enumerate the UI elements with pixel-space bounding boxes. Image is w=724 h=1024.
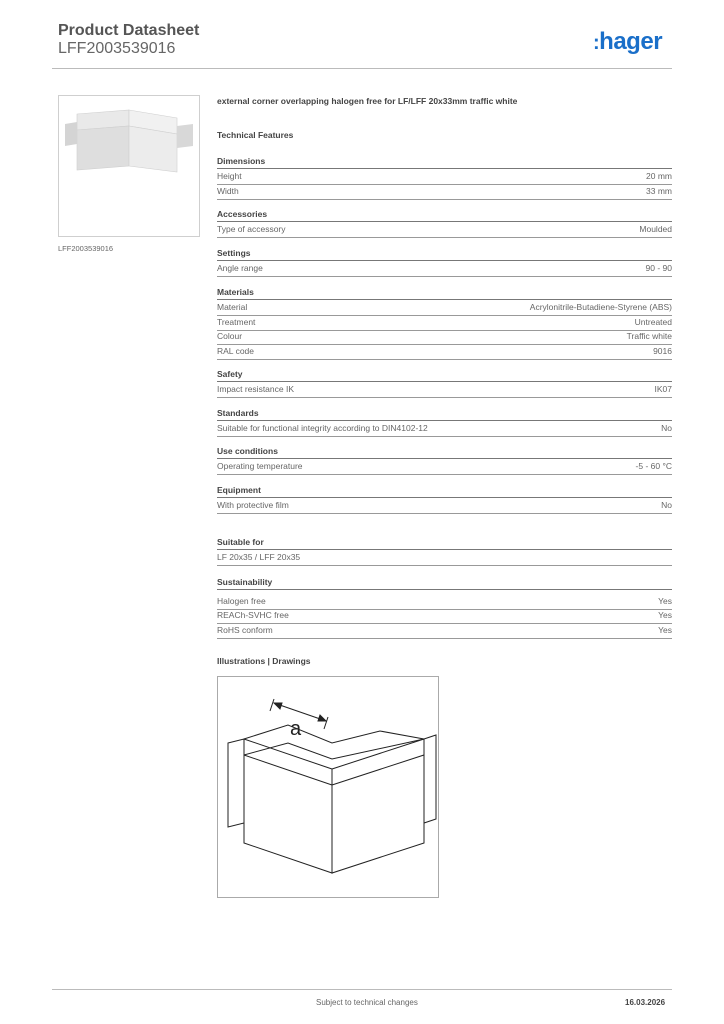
product-title: external corner overlapping halogen free for LF/LFF 20x33mm traffic white bbox=[217, 96, 518, 106]
section-standards: Standards bbox=[217, 408, 672, 421]
corner-drawing-icon bbox=[218, 677, 438, 897]
hager-logo: :hager bbox=[593, 28, 663, 55]
header-divider bbox=[52, 68, 672, 69]
table-row: Colour Traffic white bbox=[217, 330, 672, 345]
table-row: Treatment Untreated bbox=[217, 316, 672, 331]
table-row: Height 20 mm bbox=[217, 170, 672, 185]
section-accessories: Accessories bbox=[217, 209, 672, 222]
table-row: Halogen free Yes bbox=[217, 595, 672, 610]
section-settings: Settings bbox=[217, 248, 672, 261]
table-row: RoHS conform Yes bbox=[217, 624, 672, 639]
section-equipment: Equipment bbox=[217, 485, 672, 498]
table-row: LF 20x35 / LFF 20x35 bbox=[217, 551, 672, 566]
section-safety: Safety bbox=[217, 369, 672, 382]
table-row: Material Acrylonitrile-Butadiene-Styrene (ABS) bbox=[217, 301, 672, 316]
section-use-conditions: Use conditions bbox=[217, 446, 672, 459]
dimension-label: a bbox=[290, 718, 302, 740]
table-row: Impact resistance IK IK07 bbox=[217, 383, 672, 398]
table-row: REACh-SVHC free Yes bbox=[217, 609, 672, 624]
table-row: Angle range 90 - 90 bbox=[217, 262, 672, 277]
product-image bbox=[58, 95, 200, 237]
image-caption: LFF2003539016 bbox=[58, 244, 114, 253]
table-row: With protective film No bbox=[217, 499, 672, 514]
footer-divider bbox=[52, 989, 672, 990]
technical-features-heading: Technical Features bbox=[217, 130, 294, 140]
footer-note: Subject to technical changes bbox=[316, 998, 418, 1007]
table-row: Width 33 mm bbox=[217, 185, 672, 200]
product-photo-icon bbox=[59, 96, 199, 236]
section-dimensions: Dimensions bbox=[217, 156, 672, 169]
section-suitable-for: Suitable for bbox=[217, 537, 672, 550]
table-row: Type of accessory Moulded bbox=[217, 223, 672, 238]
section-sustainability: Sustainability bbox=[217, 577, 672, 590]
technical-drawing bbox=[217, 676, 439, 898]
product-code: LFF2003539016 bbox=[58, 40, 176, 57]
table-row: Operating temperature -5 - 60 °C bbox=[217, 460, 672, 475]
table-row: RAL code 9016 bbox=[217, 345, 672, 360]
illustrations-heading: Illustrations | Drawings bbox=[217, 656, 311, 666]
footer-date: 16.03.2026 bbox=[625, 998, 666, 1007]
section-materials: Materials bbox=[217, 287, 672, 300]
page-title: Product Datasheet bbox=[58, 22, 200, 39]
table-row: Suitable for functional integrity according to DIN4102-12 No bbox=[217, 422, 672, 437]
